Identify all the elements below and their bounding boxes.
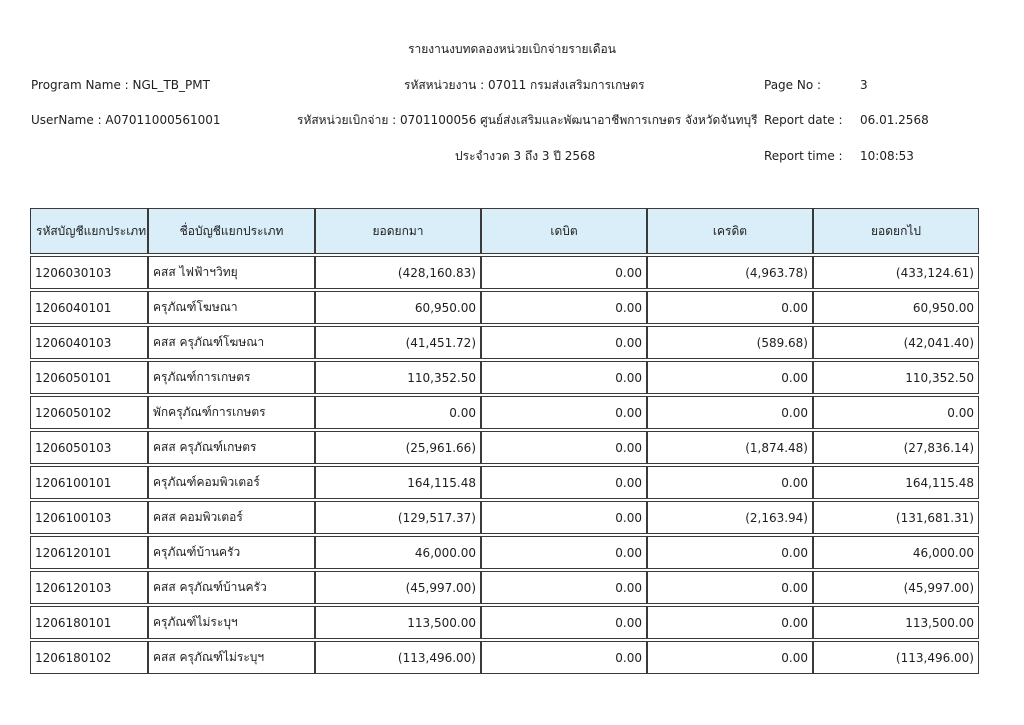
cell-account-code: 1206050103 xyxy=(30,431,148,464)
cell-account-code: 1206100101 xyxy=(30,466,148,499)
program-name: Program Name : NGL_TB_PMT xyxy=(31,78,210,92)
cell-account-code: 1206040103 xyxy=(30,326,148,359)
report-time-label: Report time : xyxy=(764,149,843,163)
trial-balance-table xyxy=(30,206,979,676)
cell-carried-forward: (433,124.61) xyxy=(813,256,979,289)
cell-brought-forward: (113,496.00) xyxy=(315,641,481,674)
cell-account-name: ครุภัณฑ์ไม่ระบุฯ xyxy=(148,606,315,639)
agency-code: รหัสหน่วยงาน : 07011 กรมส่งเสริมการเกษตร xyxy=(404,78,645,92)
disbursement-unit: รหัสหน่วยเบิกจ่าย : 0701100056 ศูนย์ส่งเสริมและพัฒนาอาชีพการเกษตร จังหวัดจันทบุรี xyxy=(297,113,758,127)
cell-account-code: 1206040101 xyxy=(30,291,148,324)
cell-account-name: คสส คอมพิวเตอร์ xyxy=(148,501,315,534)
cell-debit: 0.00 xyxy=(481,431,647,464)
cell-account-name: คสส ครุภัณฑ์เกษตร xyxy=(148,431,315,464)
cell-credit: (4,963.78) xyxy=(647,256,813,289)
report-date-label: Report date : xyxy=(764,113,843,127)
header-carried-forward: ยอดยกไป xyxy=(813,208,979,254)
cell-brought-forward: (129,517.37) xyxy=(315,501,481,534)
cell-brought-forward: (428,160.83) xyxy=(315,256,481,289)
cell-carried-forward: 46,000.00 xyxy=(813,536,979,569)
header-brought-forward: ยอดยกมา xyxy=(315,208,481,254)
user-name: UserName : A07011000561001 xyxy=(31,113,221,127)
cell-brought-forward: 110,352.50 xyxy=(315,361,481,394)
cell-account-code: 1206120101 xyxy=(30,536,148,569)
cell-account-code: 1206120103 xyxy=(30,571,148,604)
cell-credit: 0.00 xyxy=(647,641,813,674)
cell-account-code: 1206030103 xyxy=(30,256,148,289)
cell-carried-forward: (113,496.00) xyxy=(813,641,979,674)
cell-account-name: ครุภัณฑ์โฆษณา xyxy=(148,291,315,324)
cell-debit: 0.00 xyxy=(481,361,647,394)
cell-credit: 0.00 xyxy=(647,466,813,499)
cell-credit: 0.00 xyxy=(647,606,813,639)
cell-account-name: คสส ครุภัณฑ์บ้านครัว xyxy=(148,571,315,604)
cell-account-name: ครุภัณฑ์บ้านครัว xyxy=(148,536,315,569)
report-time-value: 10:08:53 xyxy=(860,149,914,163)
cell-debit: 0.00 xyxy=(481,291,647,324)
cell-brought-forward: (45,997.00) xyxy=(315,571,481,604)
table-row xyxy=(30,571,979,604)
cell-debit: 0.00 xyxy=(481,396,647,429)
cell-credit: 0.00 xyxy=(647,571,813,604)
report-period: ประจำงวด 3 ถึง 3 ปี 2568 xyxy=(455,149,596,163)
table-row xyxy=(30,466,979,499)
report-date-value: 06.01.2568 xyxy=(860,113,929,127)
cell-carried-forward: 113,500.00 xyxy=(813,606,979,639)
cell-brought-forward: 164,115.48 xyxy=(315,466,481,499)
cell-account-code: 1206050101 xyxy=(30,361,148,394)
page-number-value: 3 xyxy=(860,78,868,92)
cell-debit: 0.00 xyxy=(481,466,647,499)
cell-credit: 0.00 xyxy=(647,396,813,429)
cell-credit: (1,874.48) xyxy=(647,431,813,464)
cell-brought-forward: (41,451.72) xyxy=(315,326,481,359)
cell-credit: (589.68) xyxy=(647,326,813,359)
cell-carried-forward: (27,836.14) xyxy=(813,431,979,464)
cell-carried-forward: 0.00 xyxy=(813,396,979,429)
cell-carried-forward: (42,041.40) xyxy=(813,326,979,359)
cell-carried-forward: (45,997.00) xyxy=(813,571,979,604)
cell-account-name: ครุภัณฑ์การเกษตร xyxy=(148,361,315,394)
cell-account-name: ครุภัณฑ์คอมพิวเตอร์ xyxy=(148,466,315,499)
table-row xyxy=(30,256,979,289)
table-row xyxy=(30,291,979,324)
table-row xyxy=(30,536,979,569)
cell-debit: 0.00 xyxy=(481,641,647,674)
cell-credit: 0.00 xyxy=(647,291,813,324)
cell-debit: 0.00 xyxy=(481,501,647,534)
cell-carried-forward: 110,352.50 xyxy=(813,361,979,394)
cell-debit: 0.00 xyxy=(481,256,647,289)
table-row xyxy=(30,361,979,394)
header-debit: เดบิต xyxy=(481,208,647,254)
cell-account-name: พักครุภัณฑ์การเกษตร xyxy=(148,396,315,429)
cell-brought-forward: 60,950.00 xyxy=(315,291,481,324)
cell-carried-forward: 164,115.48 xyxy=(813,466,979,499)
cell-account-code: 1206180101 xyxy=(30,606,148,639)
cell-account-name: คสส ครุภัณฑ์ไม่ระบุฯ xyxy=(148,641,315,674)
table-row xyxy=(30,606,979,639)
cell-brought-forward: 113,500.00 xyxy=(315,606,481,639)
report-title: รายงานงบทดลองหน่วยเบิกจ่ายรายเดือน xyxy=(408,42,616,56)
cell-account-code: 1206050102 xyxy=(30,396,148,429)
table-row xyxy=(30,501,979,534)
table-row xyxy=(30,641,979,674)
table-row xyxy=(30,431,979,464)
cell-carried-forward: (131,681.31) xyxy=(813,501,979,534)
cell-carried-forward: 60,950.00 xyxy=(813,291,979,324)
cell-brought-forward: (25,961.66) xyxy=(315,431,481,464)
page-number-label: Page No : xyxy=(764,78,822,92)
cell-debit: 0.00 xyxy=(481,536,647,569)
cell-credit: 0.00 xyxy=(647,361,813,394)
cell-debit: 0.00 xyxy=(481,606,647,639)
cell-account-name: คสส ครุภัณฑ์โฆษณา xyxy=(148,326,315,359)
cell-brought-forward: 0.00 xyxy=(315,396,481,429)
cell-credit: (2,163.94) xyxy=(647,501,813,534)
table-header-row xyxy=(30,208,979,254)
table-row xyxy=(30,326,979,359)
cell-account-code: 1206180102 xyxy=(30,641,148,674)
table-row xyxy=(30,396,979,429)
cell-account-name: คสส ไฟฟ้าฯวิทยุ xyxy=(148,256,315,289)
cell-debit: 0.00 xyxy=(481,326,647,359)
cell-brought-forward: 46,000.00 xyxy=(315,536,481,569)
header-account-code: รหัสบัญชีแยกประเภท xyxy=(30,208,148,254)
cell-credit: 0.00 xyxy=(647,536,813,569)
header-account-name: ชื่อบัญชีแยกประเภท xyxy=(148,208,315,254)
cell-account-code: 1206100103 xyxy=(30,501,148,534)
cell-debit: 0.00 xyxy=(481,571,647,604)
table-body xyxy=(30,256,979,674)
header-credit: เครดิต xyxy=(647,208,813,254)
